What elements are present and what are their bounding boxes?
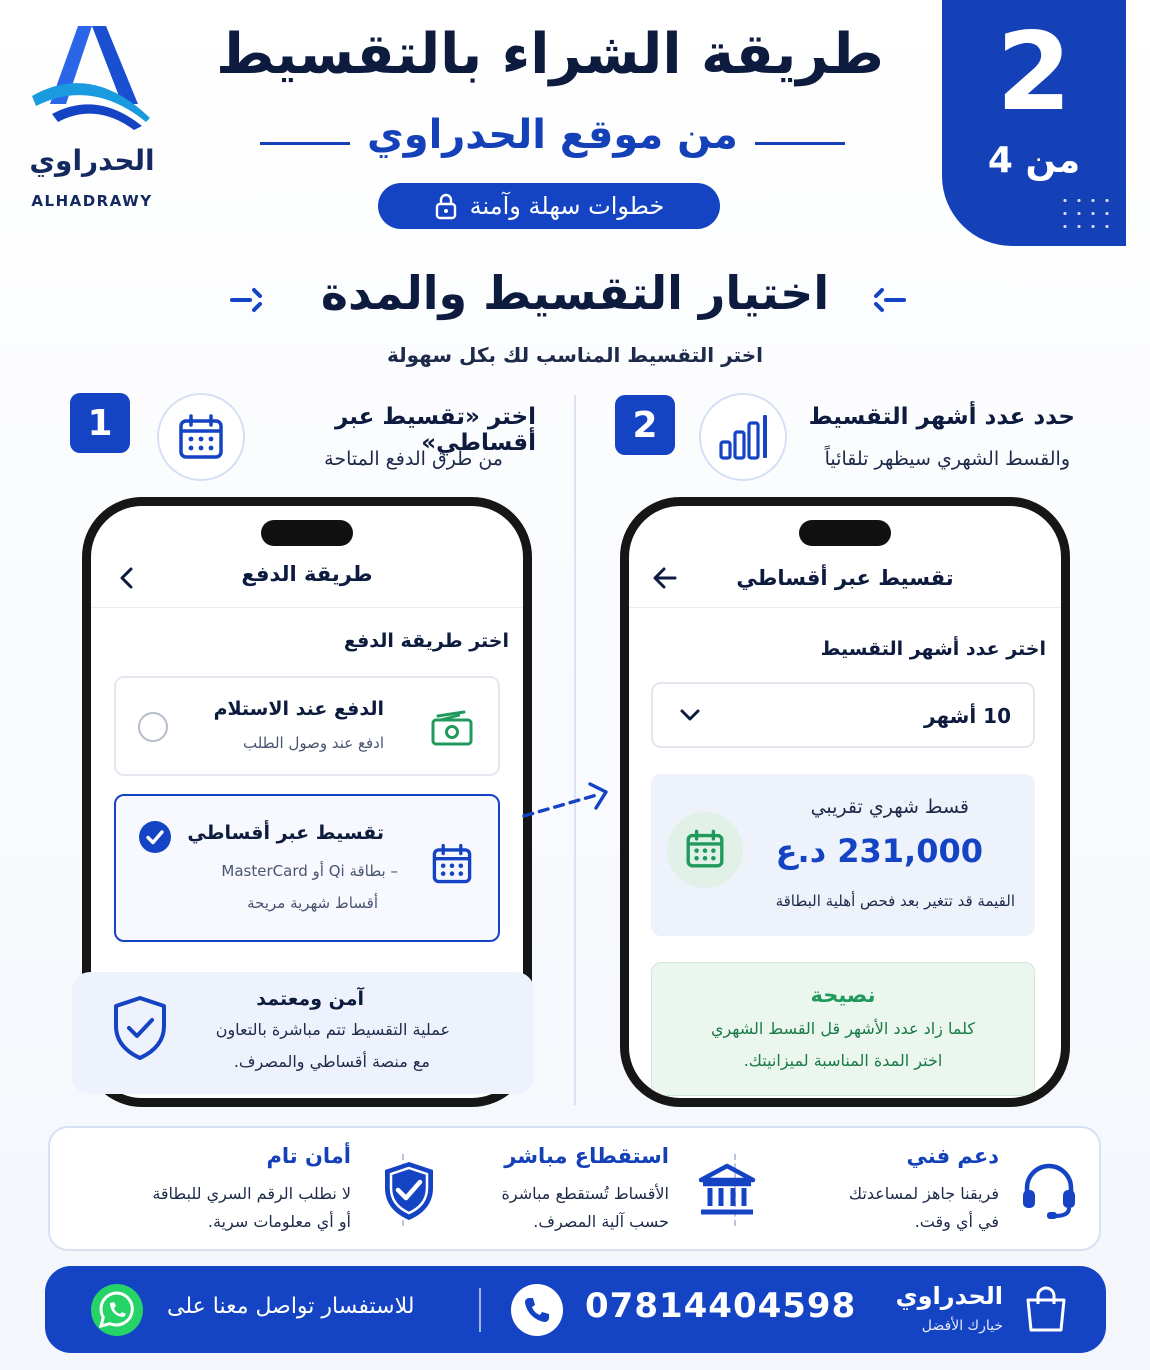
calendar-icon xyxy=(684,828,726,870)
feature-security-line2: أو أي معلومات سرية. xyxy=(207,1212,351,1231)
subtitle-row xyxy=(260,112,845,172)
logo-mark-icon xyxy=(22,22,162,142)
option-cash-on-delivery[interactable] xyxy=(114,676,500,776)
secure-title: آمن ومعتمد xyxy=(256,988,364,1010)
bar-chart-icon xyxy=(717,412,769,462)
shield-icon xyxy=(377,1158,441,1222)
headset-icon xyxy=(1017,1158,1081,1222)
feature-debit-text xyxy=(449,1180,669,1236)
step1-icon-circle xyxy=(157,393,245,481)
phone-icon-circle[interactable] xyxy=(511,1284,563,1336)
feature-direct-debit xyxy=(409,1128,739,1253)
step1-number-box: 1 xyxy=(70,393,130,453)
footer-brand: الحدراوي xyxy=(895,1282,1003,1310)
section-title: اختيار التقسيط والمدة xyxy=(320,266,830,320)
logo-english-name: ALHADRAWY xyxy=(31,192,153,210)
lock-icon xyxy=(434,192,458,220)
feature-support-title: دعم فني xyxy=(906,1144,999,1168)
step2-number-box: 2 xyxy=(615,395,675,455)
step-number: 2 xyxy=(996,10,1072,135)
chevron-down-icon xyxy=(679,706,701,724)
phone-notch xyxy=(799,520,891,546)
option-cod-title: الدفع عند الاستلام xyxy=(213,698,384,720)
tip-line2: اختر المدة المناسبة لميزانيتك. xyxy=(743,1051,943,1070)
months-label: اختر عدد أشهر التقسيط xyxy=(820,638,1046,660)
phone-notch xyxy=(261,520,353,546)
feature-debit-line1: الأقساط تُستقطع مباشرة xyxy=(501,1184,669,1203)
feature-debit-title: استقطاع مباشر xyxy=(504,1144,669,1168)
footer-slogan: خيارك الأفضل xyxy=(921,1318,1003,1334)
feature-debit-line2: حسب آلية المصرف. xyxy=(533,1212,669,1231)
section-subtitle: اختر التقسيط المناسب لك بكل سهولة xyxy=(386,343,763,367)
feature-security-title: أمان تام xyxy=(266,1144,351,1168)
phone-title: تقسيط عبر أقساطي xyxy=(736,566,954,590)
subtitle-left-line xyxy=(260,142,350,145)
step-of-total: من 4 xyxy=(987,140,1081,181)
payment-method-label: اختر طريقة الدفع xyxy=(343,630,509,652)
phone-header xyxy=(91,550,523,608)
feature-support xyxy=(769,1128,1099,1253)
contact-text: للاستفسار تواصل معنا على xyxy=(167,1294,415,1319)
step2-text: والقسط الشهري سيظهر تلقائياً xyxy=(824,448,1070,470)
footer-separator xyxy=(479,1288,481,1332)
feature-security xyxy=(81,1128,411,1253)
monthly-payment-card xyxy=(651,774,1035,936)
phone-header xyxy=(629,550,1061,608)
step1-heading: اختر «تقسيط عبر أقساطي» xyxy=(334,404,536,456)
whatsapp-icon[interactable] xyxy=(89,1282,145,1338)
step2-icon-circle xyxy=(699,393,787,481)
phone-number[interactable]: 07814404598 xyxy=(585,1286,857,1326)
option-inst-cards: – بطاقة Qi أو MasterCard xyxy=(221,862,398,880)
secure-line1: عملية التقسيط تتم مباشرة بالتعاون xyxy=(215,1020,450,1039)
dashed-arrow-icon xyxy=(520,778,614,822)
tip-title: نصيحة xyxy=(810,983,876,1007)
logo-arabic-name: الحدراوي xyxy=(29,144,155,177)
step-counter-badge xyxy=(942,0,1126,246)
contact-footer xyxy=(45,1266,1106,1353)
monthly-label: قسط شهري تقريبي xyxy=(810,796,969,818)
step2-heading: حدد عدد أشهر التقسيط xyxy=(808,404,1075,430)
right-sparkle-icon xyxy=(866,282,908,318)
secure-line2: مع منصة أقساطي والمصرف. xyxy=(233,1052,430,1071)
option-cod-subtitle: ادفع عند وصول الطلب xyxy=(242,734,384,752)
safe-steps-label: خطوات سهلة وآمنة xyxy=(469,192,665,220)
feature-security-line1: لا نطلب الرقم السري للبطاقة xyxy=(152,1184,351,1203)
shopping-bag-icon xyxy=(1022,1284,1070,1334)
cash-icon xyxy=(430,708,474,748)
months-select-value: 10 أشهر xyxy=(924,704,1011,728)
option-inst-title: تقسيط عبر أقساطي xyxy=(187,822,384,844)
option-inst-note: أقساط شهرية مريحة xyxy=(247,894,378,912)
feature-support-line1: فريقنا جاهز لمساعدتك xyxy=(848,1184,999,1203)
monthly-note: القيمة قد تتغير بعد فحص أهلية البطاقة xyxy=(775,892,1015,910)
calendar-icon xyxy=(176,412,226,462)
feature-support-text xyxy=(779,1180,999,1236)
secure-info-card xyxy=(72,972,534,1094)
step1-text: من طرق الدفع المتاحة xyxy=(324,448,503,470)
page-subtitle: من موقع الحدراوي xyxy=(367,112,738,158)
safe-steps-badge xyxy=(378,183,720,229)
dots-pattern xyxy=(1058,194,1114,234)
features-bar xyxy=(48,1126,1101,1251)
months-select[interactable] xyxy=(651,682,1035,748)
monthly-amount: 231,000 د.ع xyxy=(775,832,983,870)
feature-security-text xyxy=(91,1180,351,1236)
monthly-icon-circle xyxy=(667,812,743,888)
tip-card xyxy=(651,962,1035,1096)
option-installments[interactable] xyxy=(114,794,500,942)
subtitle-right-line xyxy=(755,142,845,145)
brand-logo xyxy=(22,22,162,210)
phone-installment-months xyxy=(620,497,1070,1107)
tip-line1: كلما زاد عدد الأشهر قل القسط الشهري xyxy=(710,1019,976,1038)
page-title: طريقة الشراء بالتقسيط xyxy=(216,22,884,87)
column-divider xyxy=(574,395,576,1105)
phone-icon xyxy=(522,1295,552,1325)
calendar-icon xyxy=(430,842,474,886)
feature-support-line2: في أي وقت. xyxy=(914,1212,999,1231)
bank-icon xyxy=(695,1158,759,1222)
phone-title: طريقة الدفع xyxy=(241,562,373,586)
